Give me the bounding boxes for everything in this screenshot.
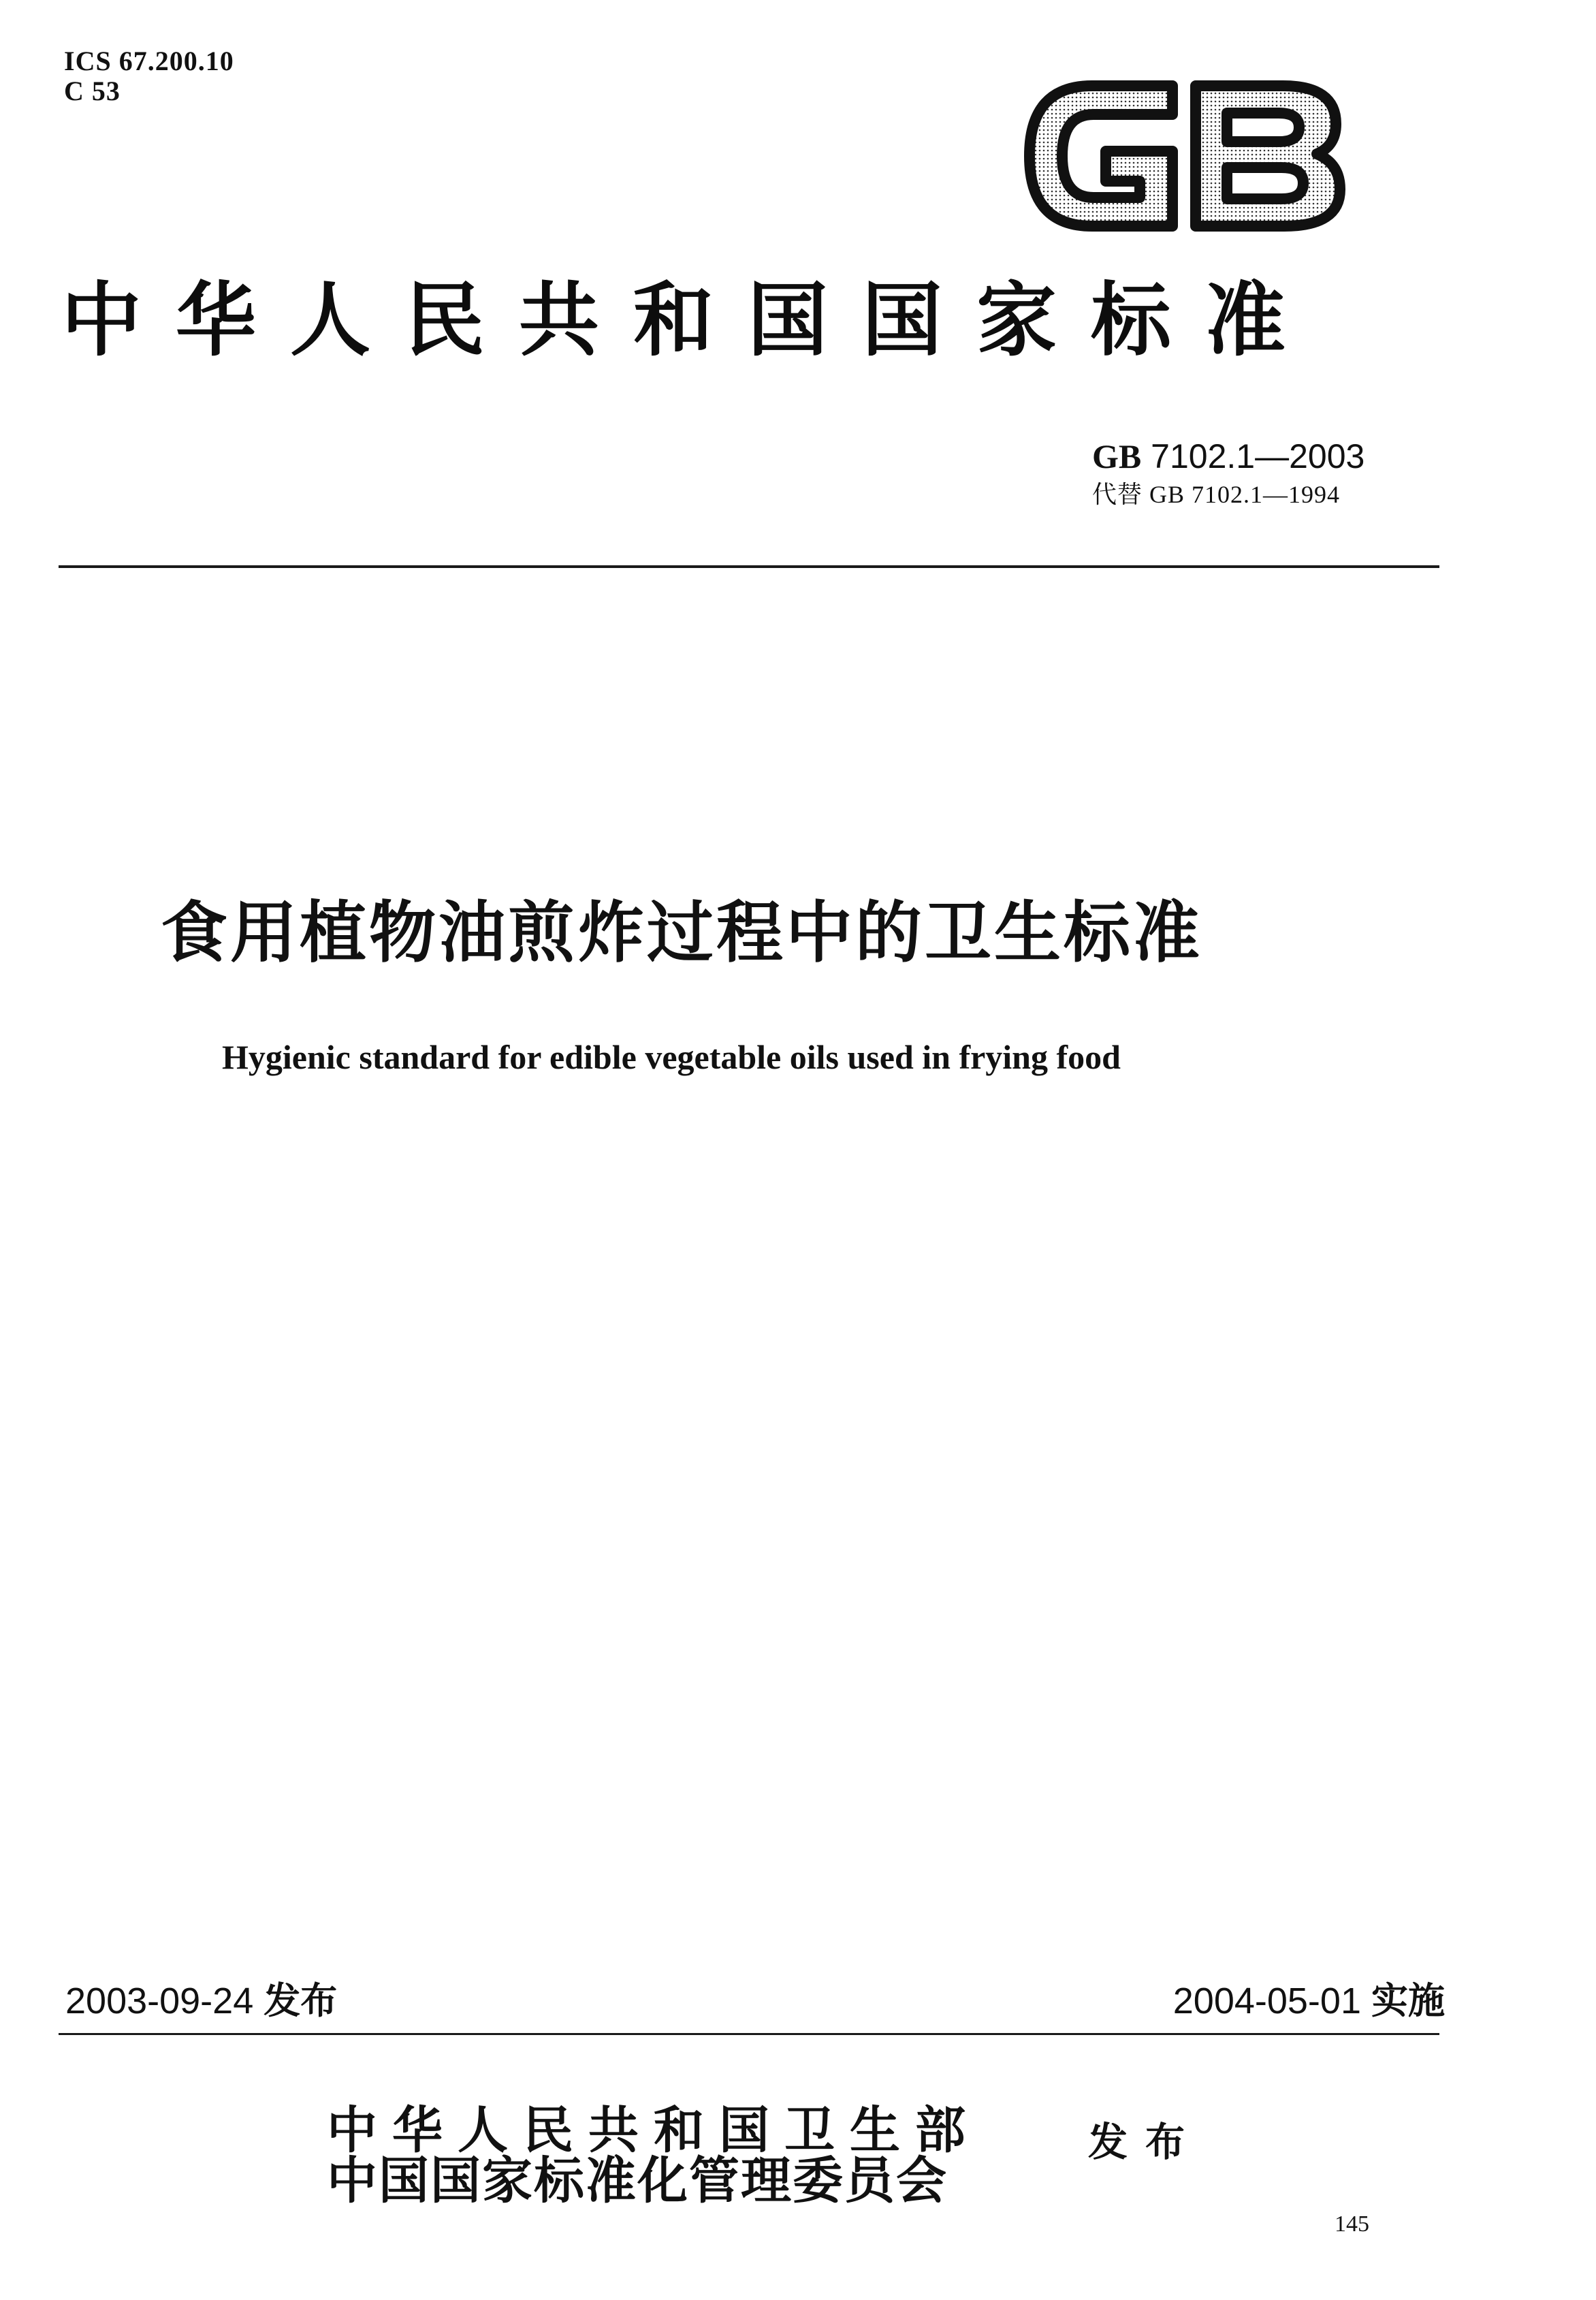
- footer-divider: [59, 2033, 1439, 2035]
- issuing-organization-1: 中华人民共和国卫生部: [327, 2101, 980, 2160]
- logo-text: GB: [1017, 71, 1019, 72]
- document-title-english: Hygienic standard for edible vegetable oils used in frying food: [222, 1038, 1121, 1076]
- issue-date-label: 发布: [264, 1981, 338, 2021]
- gb-logo: [1017, 71, 1350, 241]
- issued-label: 发布: [1088, 2119, 1203, 2165]
- issuing-organization-2: 中国国家标准化管理委员会: [327, 2152, 948, 2210]
- header-divider: [59, 565, 1439, 568]
- ics-code: ICS 67.200.10: [64, 46, 234, 76]
- standard-prefix: GB: [1092, 437, 1142, 475]
- issue-date: [65, 1979, 337, 2023]
- replaces-standard: 代替 GB 7102.1—1994: [1092, 481, 1341, 508]
- implementation-date: [1173, 1979, 1445, 2023]
- implementation-date-label: 实施: [1371, 1981, 1445, 2021]
- document-title-chinese: 食用植物油煎炸过程中的卫生标准: [161, 894, 1203, 972]
- standard-code: 7102.1—2003: [1151, 437, 1365, 475]
- national-standard-title: 中华人民共和国国家标准: [61, 272, 1320, 367]
- implementation-date-value: 2004-05-01: [1172, 1981, 1361, 2021]
- standard-number: [1092, 436, 1364, 477]
- classification-code: C 53: [64, 76, 121, 106]
- issue-date-value: 2003-09-24: [65, 1981, 254, 2021]
- page-number: 145: [1335, 2211, 1369, 2237]
